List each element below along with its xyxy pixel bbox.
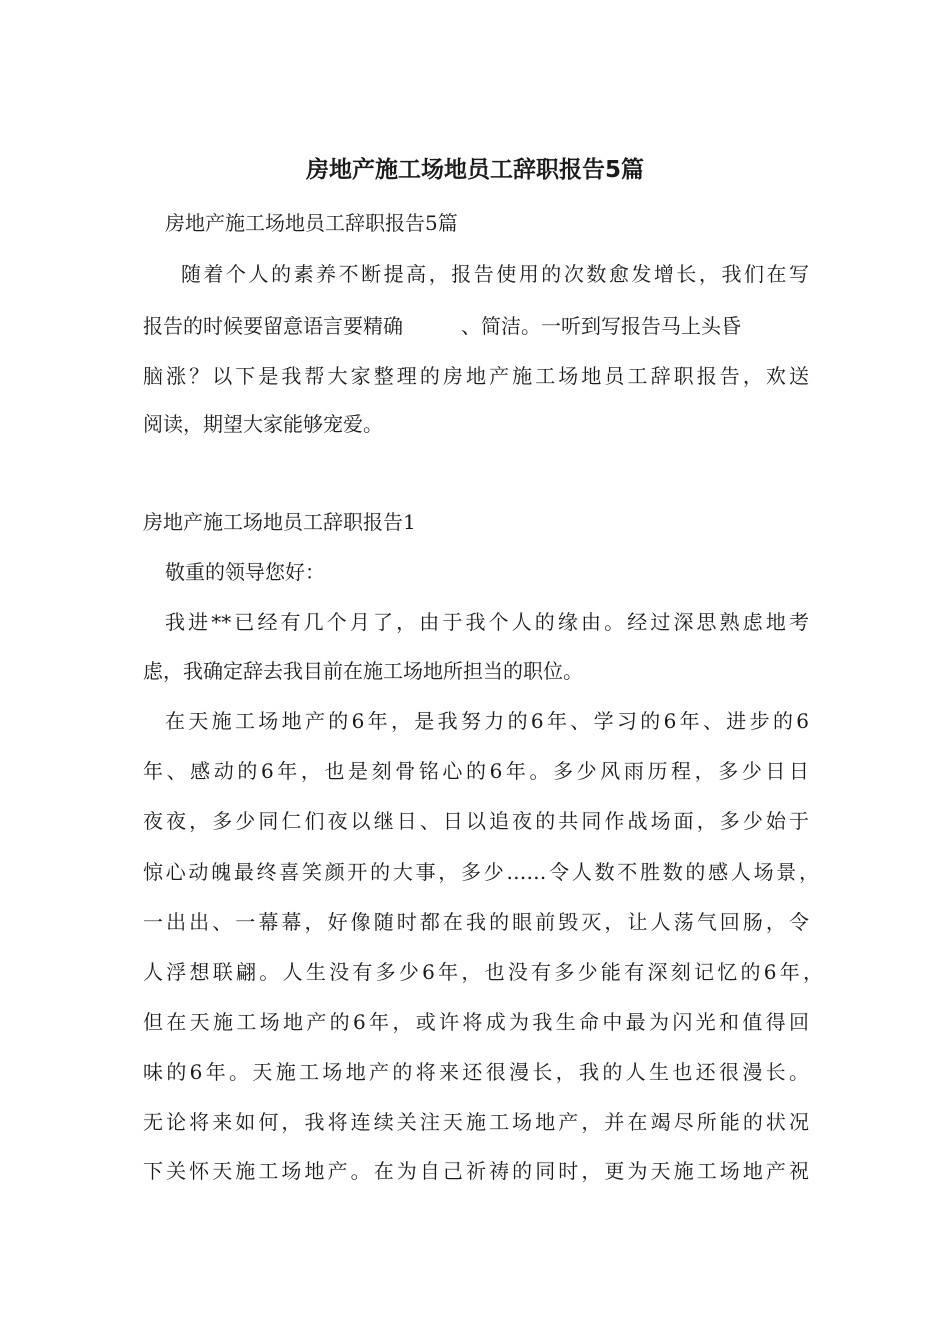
document-subtitle: 房地产施工场地员工辞职报告5篇 [165, 211, 458, 235]
intro-line-4: 阅读，期望大家能够宠爱。 [143, 412, 383, 436]
intro-line-1: 随着个人的素养不断提高，报告使用的次数愈发增长，我们在写 [181, 262, 809, 286]
para2-line-8: 味的6年。天施工场地产的将来还很漫长，我的人生也还很漫长。 [143, 1060, 809, 1084]
intro-line-2 [143, 311, 741, 341]
document-title: 房地产施工场地员工辞职报告5篇 [305, 157, 644, 183]
para2-line-7: 但在天施工场地产的6年，或许将成为我生命中最为闪光和值得回 [143, 1010, 809, 1034]
para1-line-1: 我进**已经有几个月了，由于我个人的缘由。经过深思熟虑地考 [165, 610, 809, 634]
para2-line-10: 下关怀天施工场地产。在为自己祈祷的同时，更为天施工场地产祝 [143, 1159, 809, 1183]
intro-line-3: 脑涨？以下是我帮大家整理的房地产施工场地员工辞职报告，欢送 [143, 364, 809, 388]
para2-line-5: 一出出、一幕幕，好像随时都在我的眼前毁灭，让人荡气回肠，令 [143, 910, 809, 934]
para2-line-4: 惊心动魄最终喜笑颜开的大事，多少……令人数不胜数的感人场景， [143, 860, 819, 884]
para2-line-1: 在天施工场地产的6年，是我努力的6年、学习的6年、进步的6 [165, 709, 809, 733]
para2-line-3: 夜夜，多少同仁们夜以继日、日以追夜的共同作战场面，多少始于 [143, 809, 809, 833]
para1-line-2: 虑，我确定辞去我目前在施工场地所担当的职位。 [143, 659, 583, 683]
intro-line-2-part-b: 、简洁。一听到写报告马上头昏 [461, 314, 741, 338]
para2-line-2: 年、感动的6年，也是刻骨铭心的6年。多少风雨历程，多少日日 [143, 759, 809, 783]
para2-line-9: 无论将来如何，我将连续关注天施工场地产，并在竭尽所能的状况 [143, 1110, 809, 1134]
para2-line-6: 人浮想联翩。人生没有多少6年，也没有多少能有深刻记忆的6年， [143, 960, 823, 984]
section-heading: 房地产施工场地员工辞职报告1 [143, 510, 416, 534]
intro-line-2-part-a: 报告的时候要留意语言要精确 [143, 314, 403, 338]
greeting: 敬重的领导您好： [165, 560, 325, 584]
